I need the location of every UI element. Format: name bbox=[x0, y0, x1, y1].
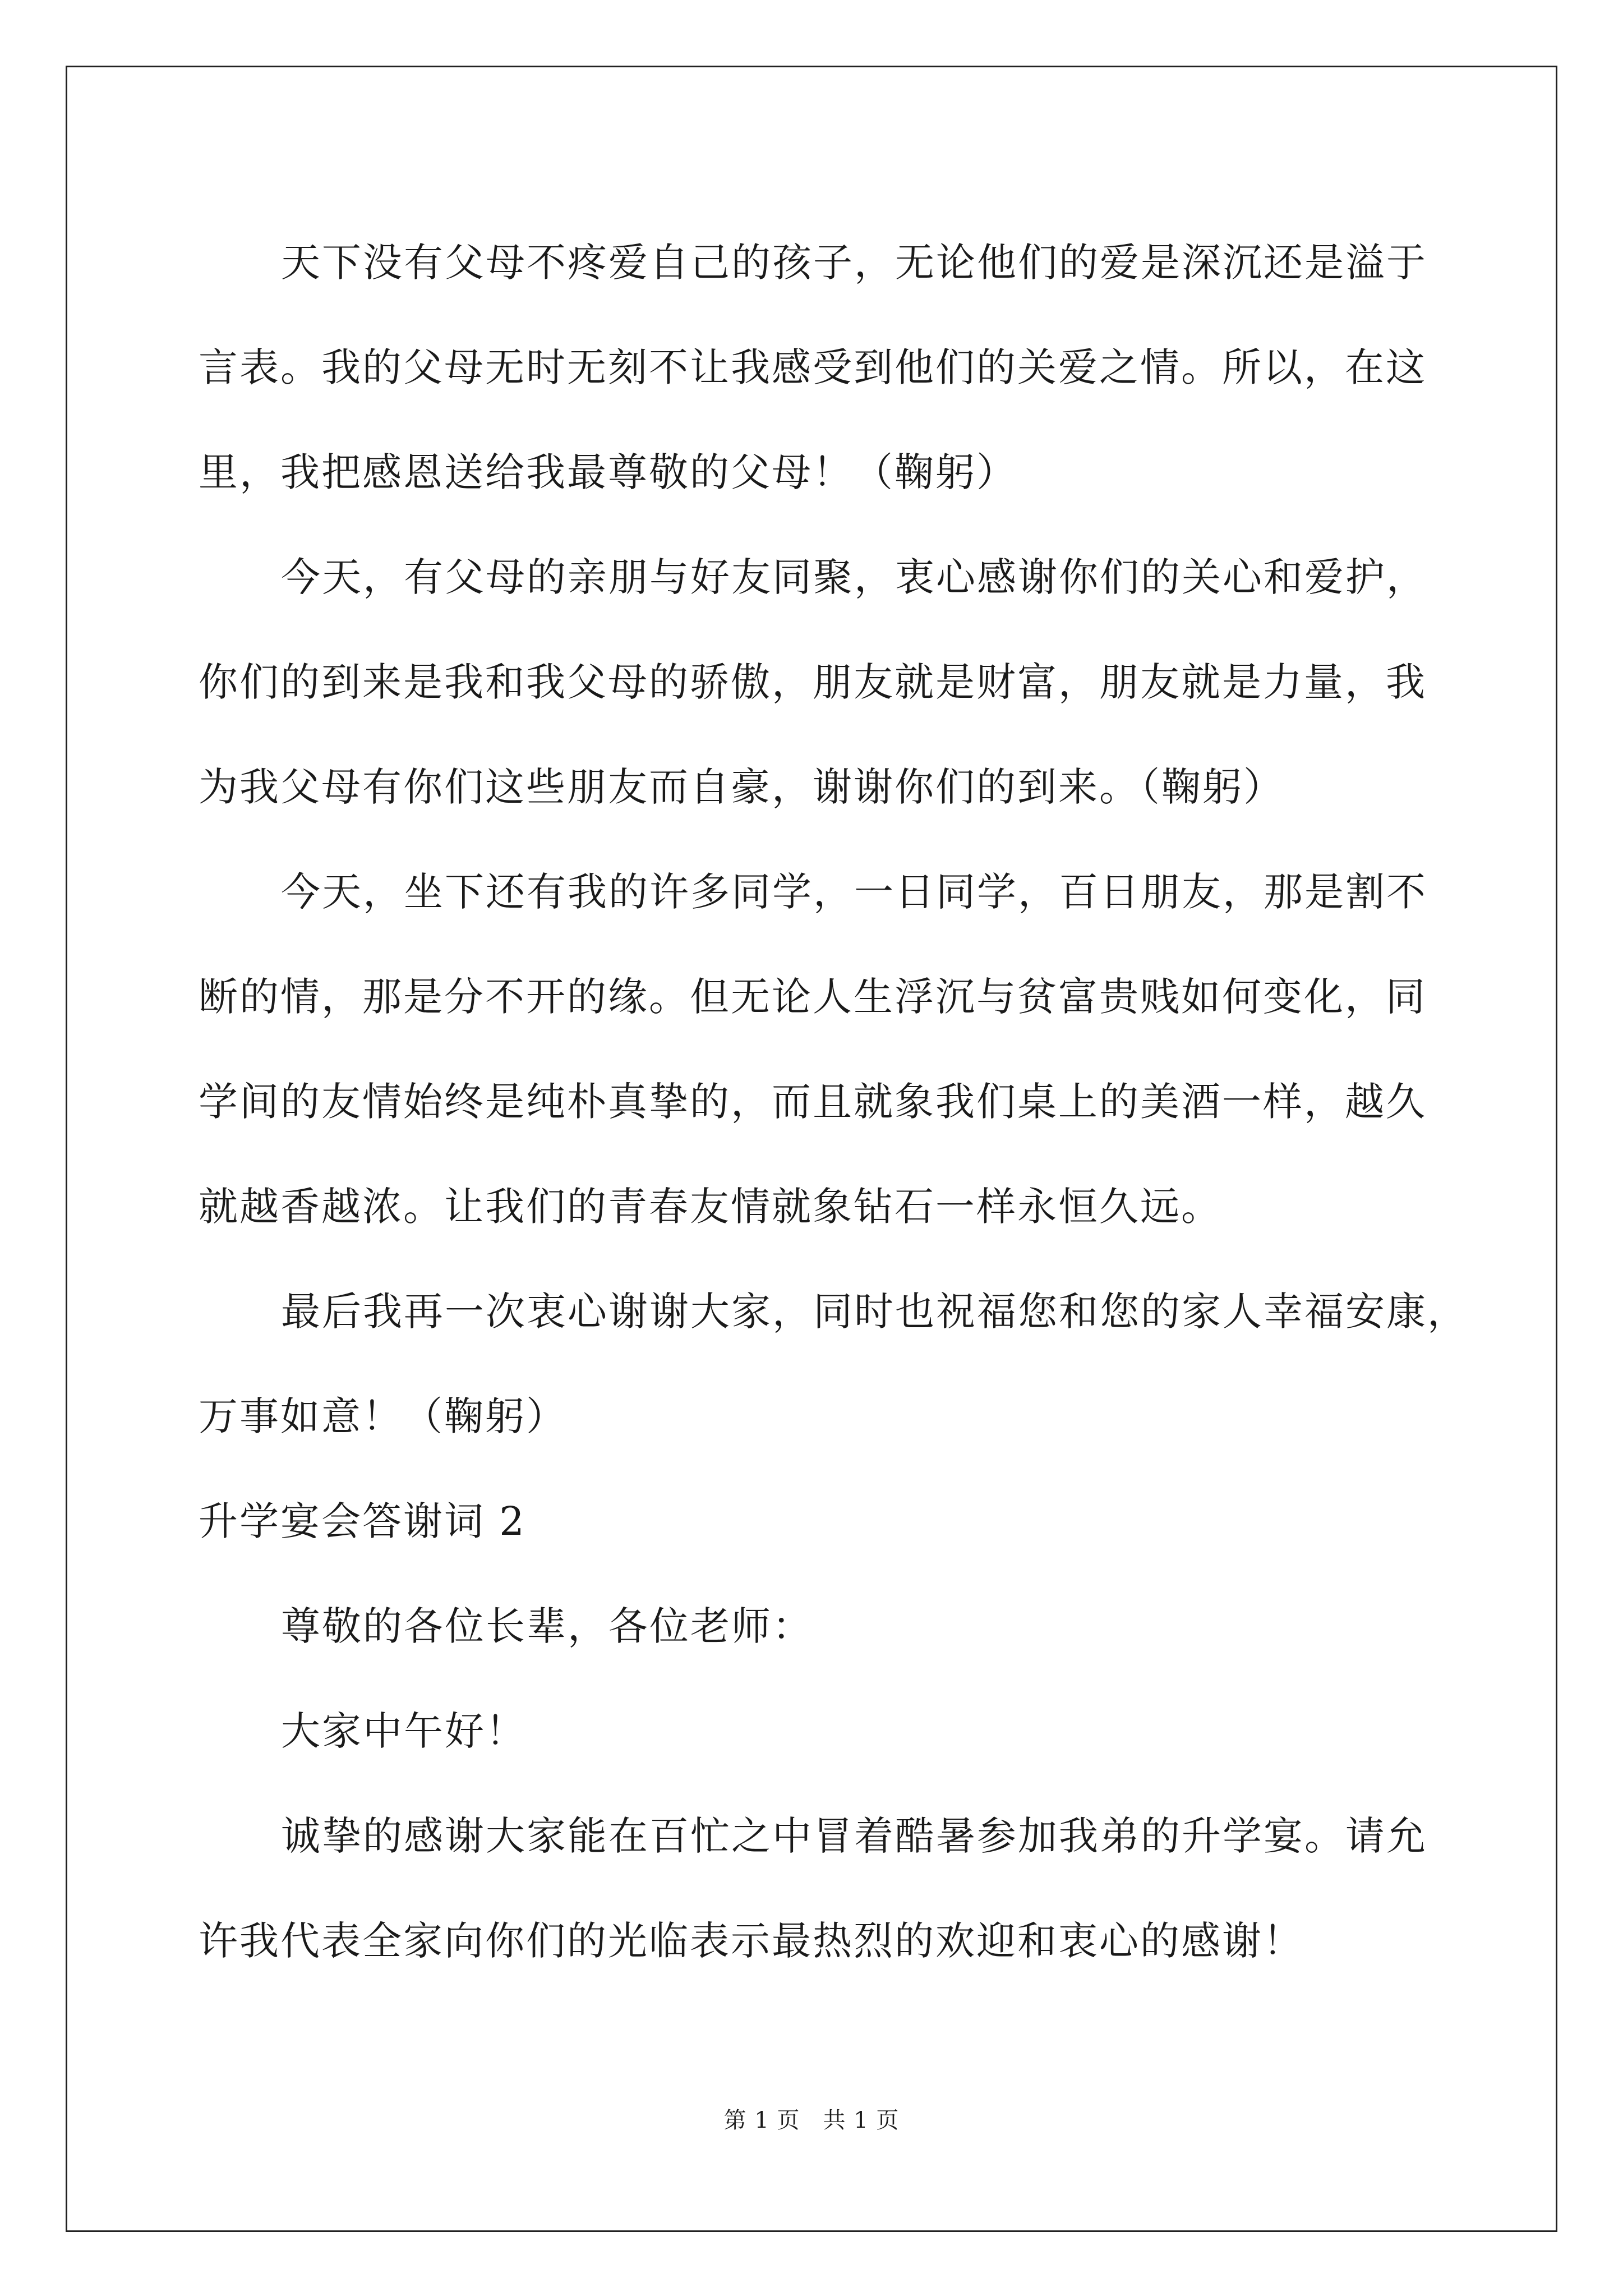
paragraph-line: 里，我把感恩送给我最尊敬的父母！（鞠躬） bbox=[199, 449, 1017, 495]
paragraph-line: 言表。我的父母无时无刻不让我感受到他们的关爱之情。所以，在这 bbox=[199, 344, 1427, 390]
section-heading: 升学宴会答谢词 2 bbox=[199, 1498, 526, 1544]
paragraph-line: 学间的友情始终是纯朴真挚的，而且就象我们桌上的美酒一样，越久 bbox=[199, 1079, 1427, 1125]
document-body bbox=[199, 210, 1468, 1994]
greeting: 大家中午好！ bbox=[281, 1708, 527, 1754]
paragraph-line: 今天，坐下还有我的许多同学，一日同学，百日朋友，那是割不 bbox=[281, 869, 1427, 915]
paragraph-line: 今天，有父母的亲朋与好友同聚，衷心感谢你们的关心和爱护， bbox=[281, 554, 1427, 600]
paragraph-line: 断的情，那是分不开的缘。但无论人生浮沉与贫富贵贱如何变化，同 bbox=[199, 974, 1427, 1020]
paragraph-line: 许我代表全家向你们的光临表示最热烈的欢迎和衷心的感谢！ bbox=[199, 1918, 1304, 1964]
paragraph-line: 你们的到来是我和我父母的骄傲，朋友就是财富，朋友就是力量，我 bbox=[199, 659, 1427, 705]
page-footer: 第 1 页 共 1 页 bbox=[723, 2108, 900, 2133]
paragraph-line: 就越香越浓。让我们的青春友情就象钻石一样永恒久远。 bbox=[199, 1184, 1222, 1230]
paragraph-line: 为我父母有你们这些朋友而自豪，谢谢你们的到来。（鞠躬） bbox=[199, 764, 1284, 810]
paragraph-line: 诚挚的感谢大家能在百忙之中冒着酷暑参加我弟的升学宴。请允 bbox=[281, 1813, 1427, 1859]
paragraph-line: 天下没有父母不疼爱自己的孩子，无论他们的爱是深沉还是溢于 bbox=[281, 240, 1427, 286]
paragraph-line: 最后我再一次衷心谢谢大家，同时也祝福您和您的家人幸福安康， bbox=[281, 1289, 1468, 1335]
paragraph-line: 万事如意！（鞠躬） bbox=[199, 1393, 567, 1439]
salutation: 尊敬的各位长辈，各位老师： bbox=[281, 1603, 813, 1649]
